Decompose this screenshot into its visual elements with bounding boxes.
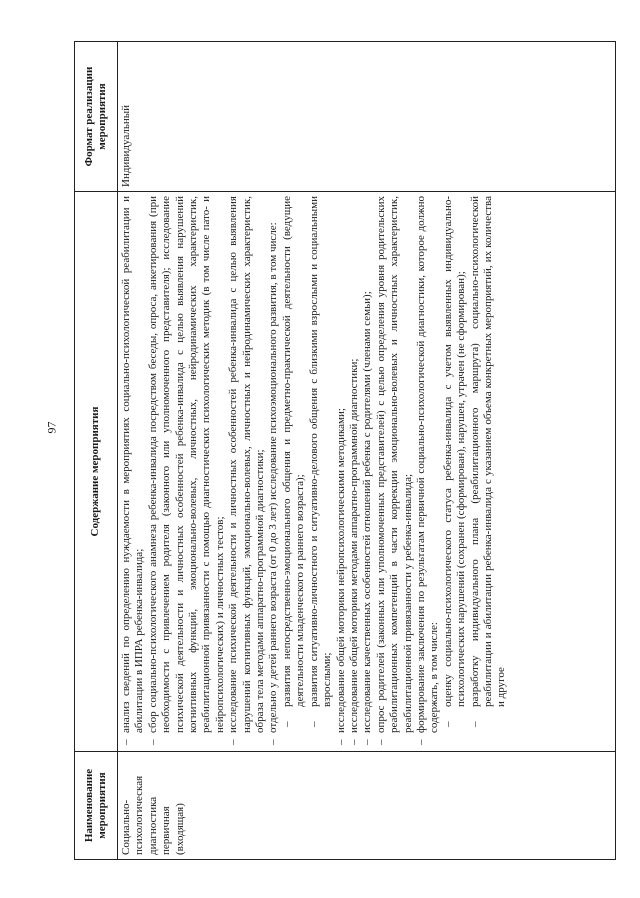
list-item: – исследование общей моторики нейропсихологическими методиками; — [335, 196, 348, 747]
list-item: – анализ сведений по определению нуждаемости в мероприятиях социально-психологической реабилитации и абилитации в ИПРА ребенка-инвалида; — [120, 196, 147, 747]
activity-format-cell: Индивидуальный — [118, 42, 616, 192]
header-name: Наименование мероприятия — [75, 752, 118, 860]
list-item: – опрос родителей (законных или уполномоченных представителей) с целью определения уровня родительских реабилитационных компетенций в части коррекции эмоционально-волевых и личностных характеристик, реабилитационной привязанности у ребенка-инвалида; — [375, 196, 415, 747]
list-item: – оценку социально-психологического статуса ребенка-инвалида с учетом выявленных индивидуально-психологических нарушений (сохранен (сформирован), нарушен, утрачен (не сформирован); — [442, 196, 469, 729]
list-item: – развития ситуативно-личностного и ситуативно-делового общения с близкими взрослыми и социальными взрослыми; — [308, 196, 335, 729]
header-format: Формат реализации мероприятия — [75, 42, 118, 192]
rotated-page — [74, 42, 616, 860]
activity-name-cell: Социально-психологическая диагностика первичная (входящая) — [118, 752, 616, 860]
list-item: – исследование общей моторики методами аппаратно-программной диагностики; — [348, 196, 361, 747]
activity-table — [74, 41, 616, 860]
list-item: – сбор социально-психологического анамнеза ребенка-инвалида посредством беседы, опроса, анкетирования (при необходимости с привлечением родителя (законного или уполномоченного представителя); исследование психической деятельности и личностных особенностей ребенка-инвалида с целью выявления нарушений когнитивных функций, эмоционально-волевых, личностных, нейродинамических характеристик, реабилитационной привязанности с помощью диагностических психологических методик (в том числе пато- и нейропсихологических) и личностных тестов; — [147, 196, 227, 747]
list-item: – формирование заключения по результатам первичной социально-психологической диагностики, которое должно содержать, в том числе: — [415, 196, 442, 747]
sub-list-2 — [442, 196, 509, 747]
list-item: – разработку индивидуального плана (реабилитационного маршрута) социально-психологической реабилитации и абилитации ребенка-инвалида с указанием объема конкретных мероприятий, их количества и другое — [469, 196, 509, 729]
list-item: – развития непосредственно-эмоционального общения и предметно-практической деятельности (ведущие деятельности младенческого и раннего возраста); — [281, 196, 308, 729]
page-number: 97 — [44, 421, 59, 434]
content-list-2 — [335, 196, 442, 747]
content-list — [120, 196, 281, 747]
table-row — [118, 42, 616, 860]
list-item: – отдельно у детей раннего возраста (от 0 до 3 лет) исследование психоэмоционального развития, в том числе: — [267, 196, 280, 747]
list-item: – исследование психической деятельности и личностных особенностей ребенка-инвалида с целью выявления нарушений когнитивных функций, эмоционально-волевых, личностных и нейродинамических характеристик, образа тела методами аппаратно-программной диагностики; — [227, 196, 267, 747]
table-header-row — [75, 42, 118, 860]
header-content: Содержание мероприятия — [75, 192, 118, 752]
sub-list-1 — [281, 196, 335, 747]
list-item: – исследование качественных особенностей отношений ребенка с родителями (членами семьи); — [361, 196, 374, 747]
activity-content-cell — [118, 192, 616, 752]
rotated-content — [74, 42, 616, 860]
